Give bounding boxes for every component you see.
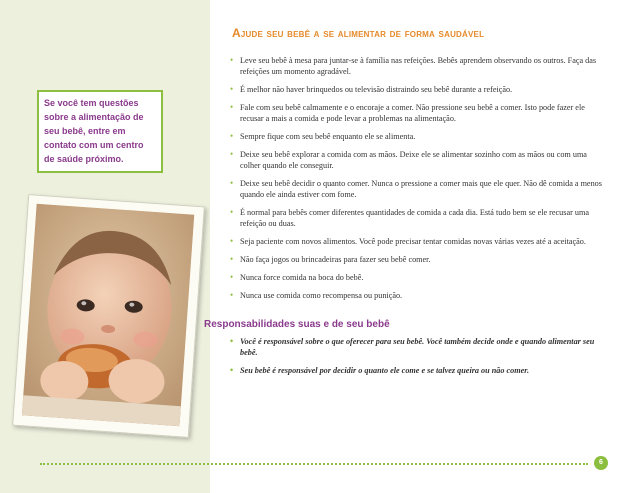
bullet-icon: • [230,178,234,188]
baby-illustration [22,204,194,427]
bullet-icon: • [230,254,234,264]
list-item [230,55,608,77]
list-item-text: Nunca force comida na boca do bebê. [240,273,364,282]
bullet-icon: • [230,236,234,246]
list-item [230,336,608,358]
list-item-text: Deixe seu bebê decidir o quanto comer. Nunca o pressione a comer mais que ele quer. Não dê comida a menos quando ele ainda estiver com fome. [240,179,602,199]
bullet-icon: • [230,149,234,159]
list-item [230,84,608,95]
list-item [230,365,608,376]
page-title: Ajude seu bebê a se alimentar de forma saudável [232,26,485,40]
bullet-icon: • [230,102,234,112]
list-item-text: Seu bebê é responsável por decidir o quanto ele come e se talvez queira ou não comer. [240,366,530,375]
bullet-icon: • [230,131,234,141]
list-item-text: Fale com seu bebê calmamente e o encoraje a comer. Não pressione seu bebê a comer. Isto pode fazer ele recusar a mais a comida e pode levar a problemas na alimentação. [240,103,585,123]
bullet-icon: • [230,84,234,94]
list-item [230,254,608,265]
list-item-text: É normal para bebês comer diferentes quantidades de comida a cada dia. Está tudo bem se ele recusar uma refeição ou duas. [240,208,589,228]
list-item-text: É melhor não haver brinquedos ou televisão distraindo seu bebê durante a refeição. [240,85,513,94]
section-heading: Responsabilidades suas e de seu bebê [204,319,390,330]
tips-list [230,55,608,308]
tip-text: Se você tem questões sobre a alimentação de seu bebê, entre em contato com um centro de saúde próximo. [44,98,144,164]
baby-photo [22,204,194,427]
list-item-text: Deixe seu bebê explorar a comida com as mãos. Deixe ele se alimentar sozinho com as mãos ou com uma colher quando ele conseguir. [240,150,587,170]
list-item-text: Leve seu bebê à mesa para juntar-se à família nas refeições. Bebês aprendem observando os outros. Faça das refeições um momento agradável. [240,56,597,76]
list-item-text: Sempre fique com seu bebê enquanto ele se alimenta. [240,132,416,141]
bullet-icon: • [230,365,234,375]
list-item [230,178,608,200]
tip-box [37,90,163,173]
list-item-text: Nunca use comida como recompensa ou punição. [240,291,403,300]
responsibility-list [230,336,608,383]
bullet-icon: • [230,55,234,65]
list-item [230,236,608,247]
bullet-icon: • [230,272,234,282]
list-item [230,290,608,301]
photo-frame [12,194,205,438]
bullet-icon: • [230,207,234,217]
bullet-icon: • [230,290,234,300]
list-item [230,102,608,124]
page-number: 6 [594,456,608,470]
list-item-text: Não faça jogos ou brincadeiras para fazer seu bebê comer. [240,255,431,264]
list-item [230,207,608,229]
list-item [230,149,608,171]
list-item-text: Seja paciente com novos alimentos. Você pode precisar tentar comidas novas várias vezes até a aceitação. [240,237,586,246]
list-item-text: Você é responsável sobre o que oferecer para seu bebê. Você também decide onde e quando alimentar seu bebê. [240,337,595,357]
bullet-icon: • [230,336,234,346]
footer-divider [40,463,588,465]
list-item [230,131,608,142]
list-item [230,272,608,283]
